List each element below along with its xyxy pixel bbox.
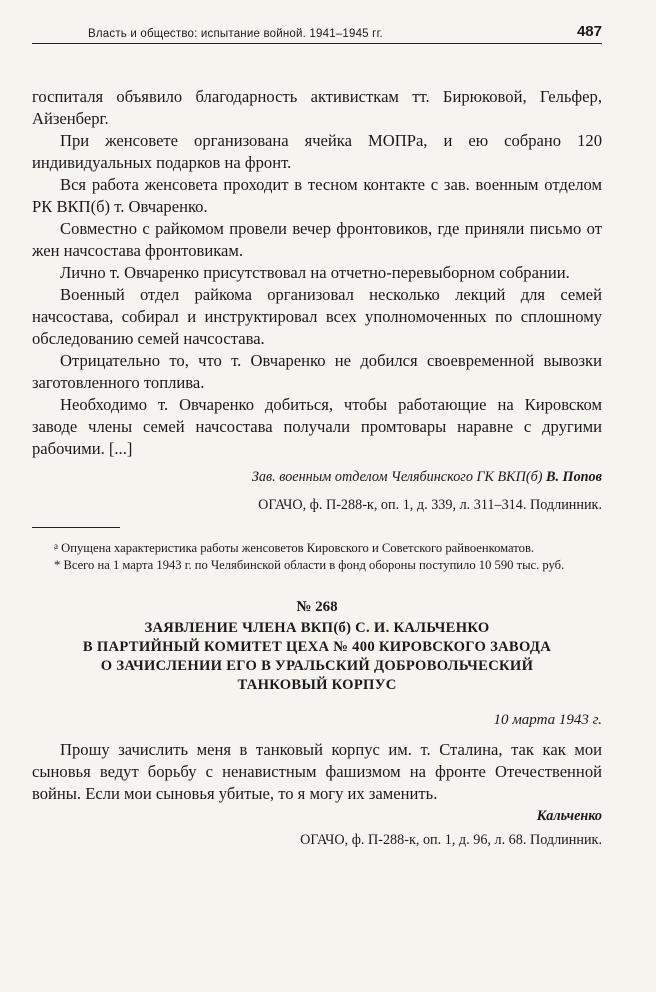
document-title-line: ЗАЯВЛЕНИЕ ЧЛЕНА ВКП(б) С. И. КАЛЬЧЕНКО (144, 620, 490, 636)
body-paragraph: госпиталя объявило благодарность активисткам тт. Бирюковой, Гельфер, Айзенберг. (32, 87, 602, 128)
document-date: 10 марта 1943 г. (493, 712, 602, 728)
body-paragraph: Необходимо т. Овчаренко добиться, чтобы работающие на Кировском заводе члены семей начсостава получали промтовары наравне с другими рабочими. [...] (32, 395, 602, 458)
report-body (32, 86, 602, 460)
footnote-text: Всего на 1 марта 1943 г. по Челябинской области в фонд обороны поступило 10 590 тыс. руб. (63, 558, 565, 572)
running-title: Власть и общество: испытание войной. 1941–1945 гг. (88, 28, 383, 40)
archive-source: ОГАЧО, ф. П-288-к, оп. 1, д. 339, л. 311–314. Подлинник. (258, 497, 602, 513)
signature-name: В. Попов (545, 469, 602, 485)
footnote (32, 557, 602, 574)
document-page (32, 18, 602, 850)
body-paragraph: Лично т. Овчаренко присутствовал на отчетно-перевыборном собрании. (60, 263, 570, 282)
body-paragraph: Совместно с райкомом провели вечер фронтовиков, где приняли письмо от жен начсостава фронтовикам. (32, 219, 602, 260)
footnote (32, 538, 602, 557)
footnote-mark: а (54, 541, 58, 551)
signature-position: Зав. военным отделом Челябинского ГК ВКП(б) (251, 469, 543, 485)
body-paragraph: Отрицательно то, что т. Овчаренко не добился своевременной вывозки заготовленного топлива. (32, 351, 602, 392)
footnote-mark: * (54, 558, 61, 572)
body-paragraph: При женсовете организована ячейка МОПРа, и ею собрано 120 индивидуальных подарков на фронт. (32, 131, 602, 172)
document-text: Прошу зачислить меня в танковый корпус им. т. Сталина, так как мои сыновья ведут борьбу с ненавистным фашизмом на фронте Отечественной войны. Если мои сыновья убитые, то я могу их заменить. (32, 740, 602, 803)
document-archive-source: ОГАЧО, ф. П-288-к, оп. 1, д. 96, л. 68. Подлинник. (300, 832, 602, 848)
document-title-line: О ЗАЧИСЛЕНИИ ЕГО В УРАЛЬСКИЙ ДОБРОВОЛЬЧЕСКИЙ (100, 658, 534, 674)
footnote-divider (32, 527, 120, 528)
body-paragraph: Вся работа женсовета проходит в тесном контакте с зав. военным отделом РК ВКП(б) т. Овчаренко. (32, 175, 602, 216)
page-number: 487 (576, 23, 602, 40)
document-title-line: В ПАРТИЙНЫЙ КОМИТЕТ ЦЕХА № 400 КИРОВСКОГО ЗАВОДА (82, 639, 552, 655)
document-signature: Кальченко (536, 808, 602, 824)
report-signature (32, 467, 602, 487)
document-title-line: ТАНКОВЫЙ КОРПУС (237, 677, 397, 693)
document-number: № 268 (296, 599, 338, 615)
body-paragraph: Военный отдел райкома организовал несколько лекций для семей начсостава, собирал и инструктировал всех уполномоченных по сплошному обследованию семей начсостава. (32, 285, 602, 348)
footnote-text: Опущена характеристика работы женсоветов Кировского и Советского райвоенкоматов. (61, 541, 535, 555)
running-header (32, 18, 602, 44)
